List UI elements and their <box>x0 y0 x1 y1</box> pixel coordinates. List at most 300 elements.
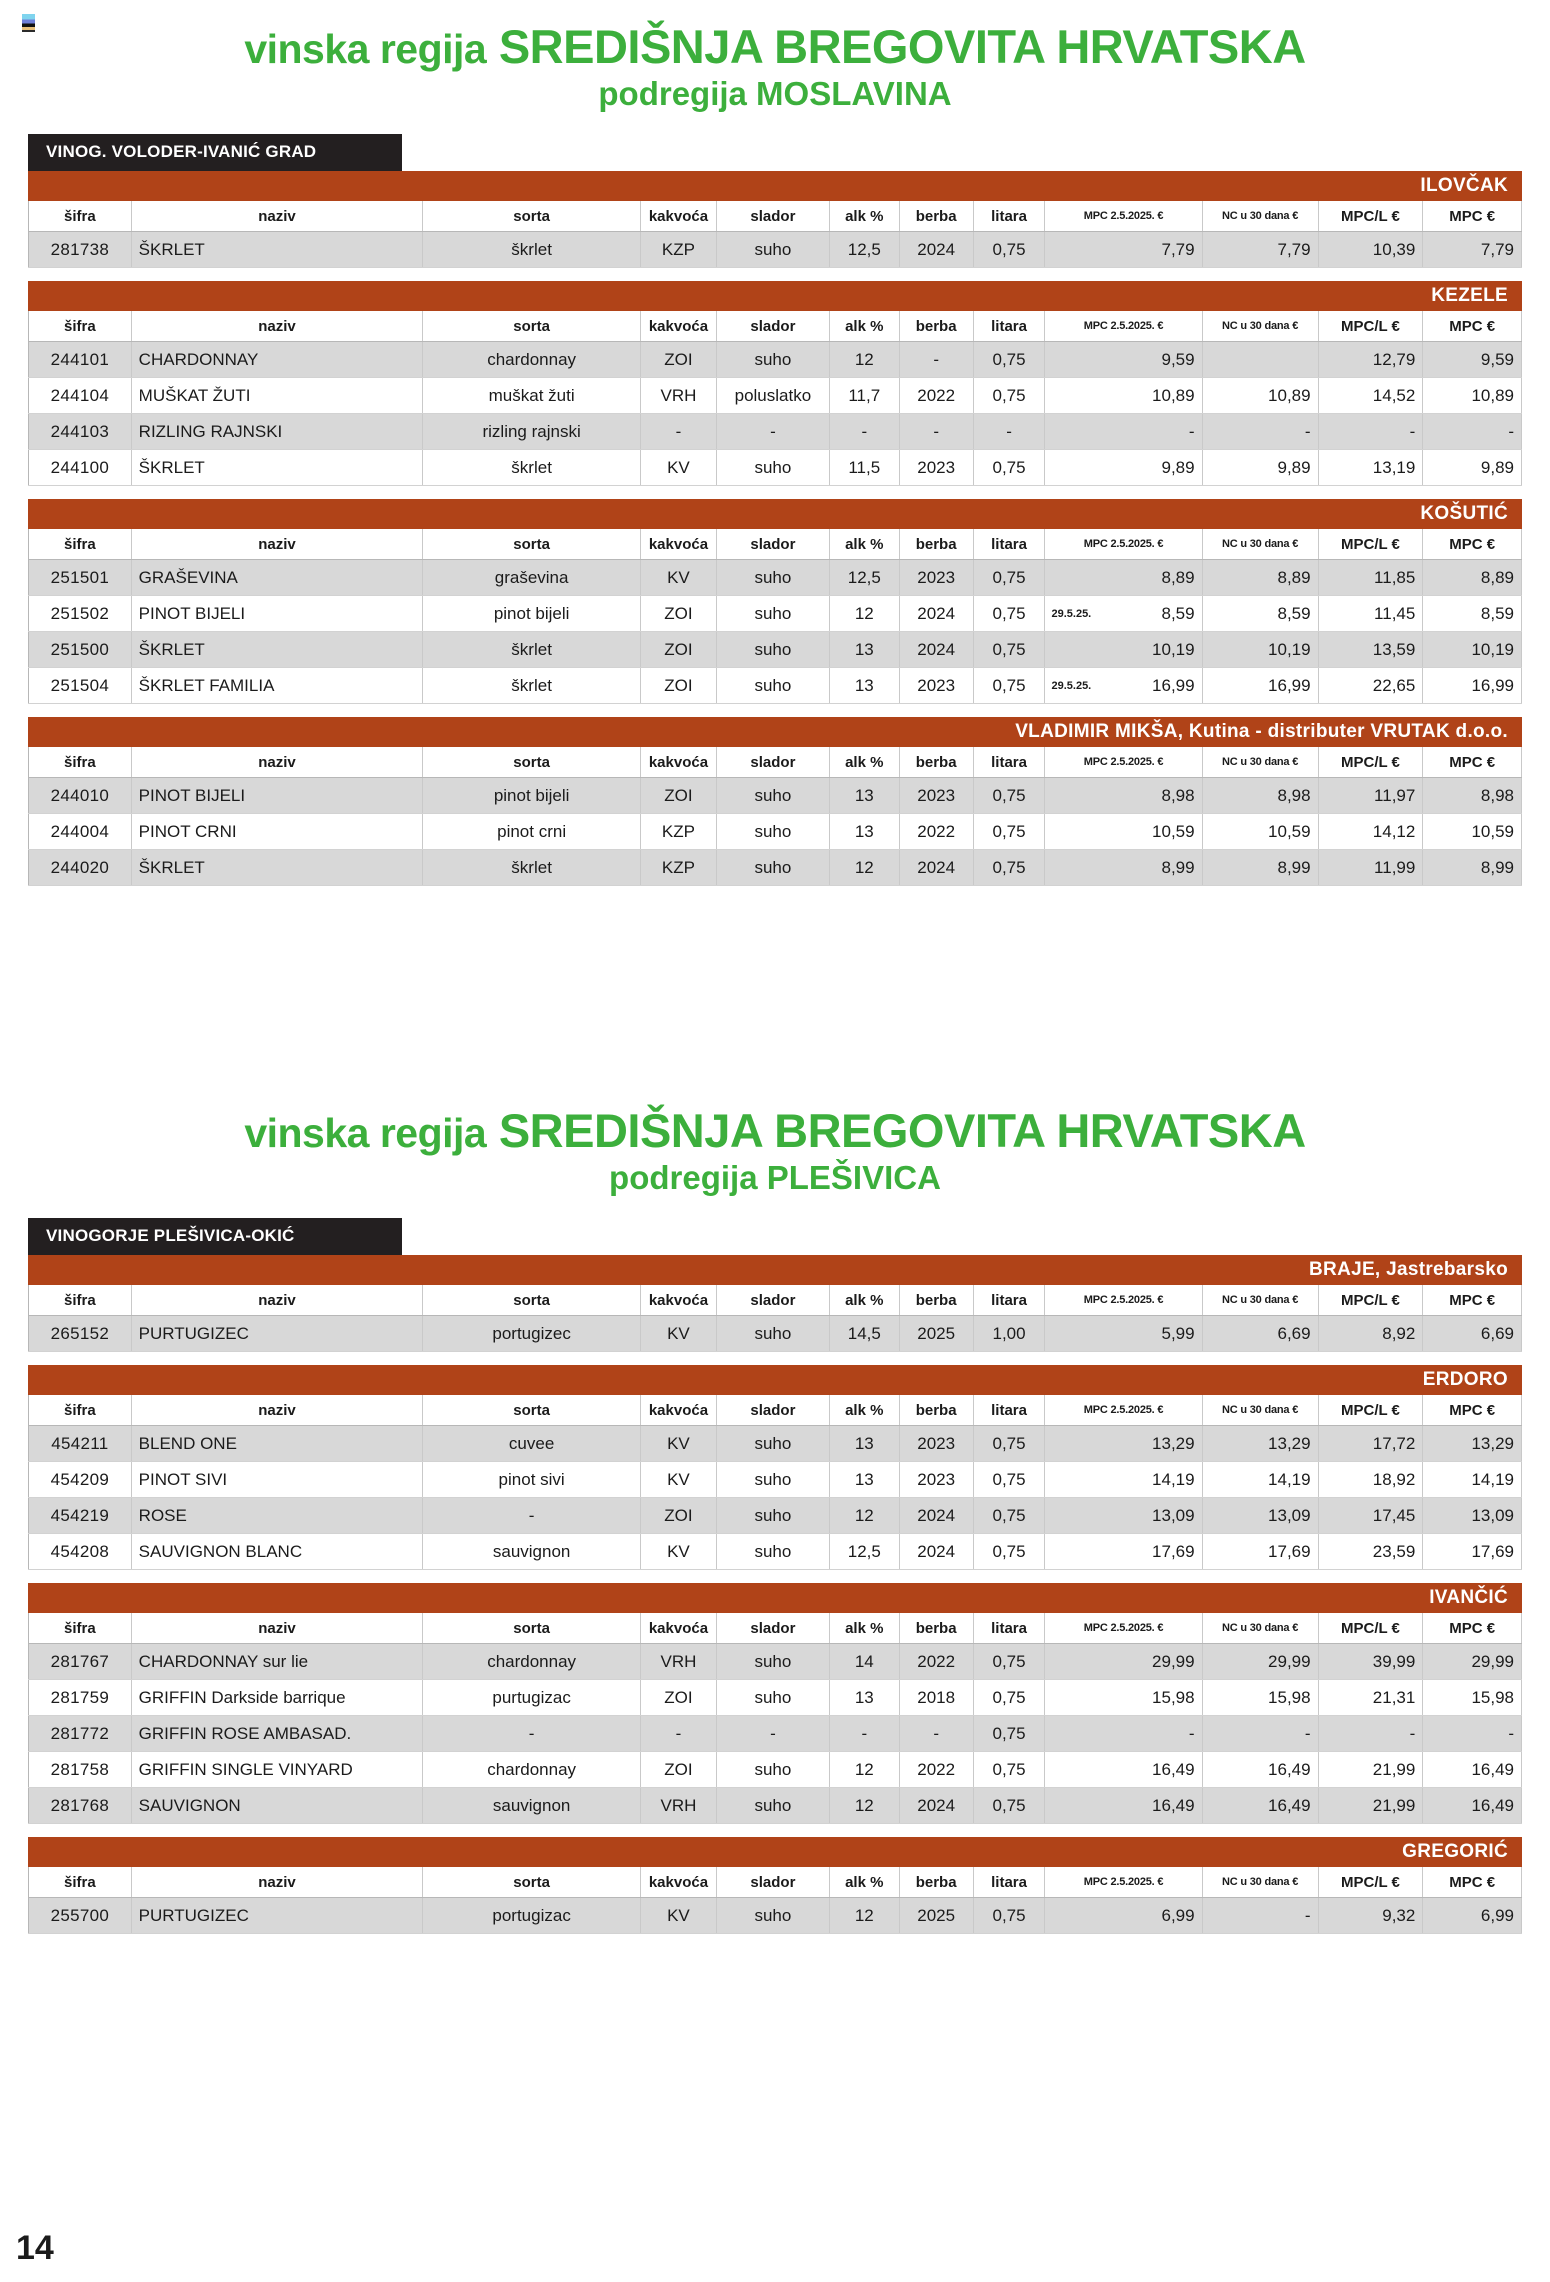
cell-slador: suho <box>716 814 829 850</box>
column-header-sorta: sorta <box>423 529 641 560</box>
wine-table <box>28 1285 1522 1352</box>
subregion-label: podregija PLEŠIVICA <box>609 1158 941 1196</box>
cell-naziv: ŠKRLET <box>131 232 423 268</box>
column-header-sifra: šifra <box>29 1285 132 1316</box>
cell-berba: 2023 <box>899 778 973 814</box>
cell-sorta: sauvignon <box>423 1788 641 1824</box>
cell-kakvoca: KZP <box>640 850 716 886</box>
cell-mpc-l: 13,59 <box>1318 632 1423 668</box>
cell-naziv: CHARDONNAY <box>131 342 423 378</box>
producer-header-bar <box>28 281 1522 311</box>
cell-sifra: 454219 <box>29 1498 132 1534</box>
cell-mpc-date <box>1045 850 1202 886</box>
cell-naziv: CHARDONNAY sur lie <box>131 1644 423 1680</box>
price-value: 16,99 <box>1152 675 1195 695</box>
cell-slador: suho <box>716 1788 829 1824</box>
cell-sorta: pinot sivi <box>423 1462 641 1498</box>
producer-header-bar <box>28 1837 1522 1867</box>
price-value: 16,49 <box>1152 1759 1195 1779</box>
cell-kakvoca: - <box>640 1716 716 1752</box>
column-header-litara: litara <box>973 311 1045 342</box>
column-header-slador: slador <box>716 529 829 560</box>
column-header-mpc-date: MPC 2.5.2025. € <box>1045 201 1202 232</box>
price-value: - <box>1188 1723 1195 1743</box>
column-header-mpc: MPC € <box>1423 1285 1522 1316</box>
cell-litara: 0,75 <box>973 232 1045 268</box>
producer-name: ERDORO <box>1422 1369 1508 1391</box>
column-header-slador: slador <box>716 201 829 232</box>
column-header-alk: alk % <box>829 201 899 232</box>
cell-kakvoca: ZOI <box>640 632 716 668</box>
cell-nc30: 17,69 <box>1202 1534 1318 1570</box>
column-header-sifra: šifra <box>29 1395 132 1426</box>
cell-nc30: - <box>1202 414 1318 450</box>
producer-block <box>28 1365 1522 1570</box>
vinogorje-tag: VINOGORJE PLEŠIVICA-OKIĆ <box>28 1218 402 1255</box>
cell-slador: suho <box>716 1498 829 1534</box>
cell-sifra: 244020 <box>29 850 132 886</box>
column-header-berba: berba <box>899 1613 973 1644</box>
column-header-nc30: NC u 30 dana € <box>1202 1285 1318 1316</box>
cell-berba: 2022 <box>899 814 973 850</box>
cell-mpc: 13,09 <box>1423 1498 1522 1534</box>
cell-naziv: GRAŠEVINA <box>131 560 423 596</box>
cell-berba: 2024 <box>899 1498 973 1534</box>
cell-litara: 0,75 <box>973 1680 1045 1716</box>
price-value: 5,99 <box>1161 1323 1195 1343</box>
column-header-kakvoca: kakvoća <box>640 1395 716 1426</box>
cell-kakvoca: VRH <box>640 378 716 414</box>
table-row[interactable] <box>29 596 1522 632</box>
column-header-mpc-l: MPC/L € <box>1318 201 1423 232</box>
table-row[interactable] <box>29 232 1522 268</box>
price-value: 8,89 <box>1161 567 1195 587</box>
producer-name: IVANČIĆ <box>1429 1587 1508 1609</box>
cell-mpc-date <box>1045 1498 1202 1534</box>
cell-kakvoca: KZP <box>640 814 716 850</box>
price-value: 9,89 <box>1161 457 1195 477</box>
region-header-moslavina <box>0 0 1550 112</box>
cell-sifra: 251504 <box>29 668 132 704</box>
table-row[interactable] <box>29 778 1522 814</box>
cell-kakvoca: KV <box>640 1534 716 1570</box>
column-header-berba: berba <box>899 1395 973 1426</box>
column-header-litara: litara <box>973 201 1045 232</box>
column-header-mpc-l: MPC/L € <box>1318 1867 1423 1898</box>
cell-mpc-date <box>1045 596 1202 632</box>
cell-alk: 13 <box>829 814 899 850</box>
cell-kakvoca: KV <box>640 1462 716 1498</box>
cell-sifra: 281759 <box>29 1680 132 1716</box>
cell-sorta: škrlet <box>423 850 641 886</box>
cell-slador: - <box>716 414 829 450</box>
column-header-litara: litara <box>973 1613 1045 1644</box>
column-header-slador: slador <box>716 311 829 342</box>
price-value: 15,98 <box>1152 1687 1195 1707</box>
producer-block <box>28 281 1522 486</box>
cell-sorta: purtugizac <box>423 1680 641 1716</box>
producer-header-bar <box>28 1583 1522 1613</box>
cell-mpc-l: 18,92 <box>1318 1462 1423 1498</box>
cell-sorta: graševina <box>423 560 641 596</box>
column-header-mpc-date: MPC 2.5.2025. € <box>1045 529 1202 560</box>
page-number: 14 <box>16 2229 54 2267</box>
cell-mpc: 9,59 <box>1423 342 1522 378</box>
cell-litara: 0,75 <box>973 450 1045 486</box>
column-header-litara: litara <box>973 529 1045 560</box>
cell-naziv: ŠKRLET <box>131 450 423 486</box>
cell-slador: suho <box>716 596 829 632</box>
cell-slador: poluslatko <box>716 378 829 414</box>
region-name-label: SREDIŠNJA BREGOVITA HRVATSKA <box>498 1104 1306 1157</box>
cell-alk: 12 <box>829 342 899 378</box>
table-row[interactable] <box>29 1644 1522 1680</box>
cell-alk: 12,5 <box>829 560 899 596</box>
cell-alk: 12 <box>829 596 899 632</box>
column-header-sifra: šifra <box>29 201 132 232</box>
wine-table <box>28 1613 1522 1824</box>
column-header-nc30: NC u 30 dana € <box>1202 201 1318 232</box>
cell-kakvoca: KZP <box>640 232 716 268</box>
cell-naziv: ROSE <box>131 1498 423 1534</box>
cell-kakvoca: ZOI <box>640 1498 716 1534</box>
cell-naziv: PURTUGIZEC <box>131 1898 423 1934</box>
cell-sifra: 244103 <box>29 414 132 450</box>
price-value: 10,19 <box>1152 639 1195 659</box>
cell-sifra: 281772 <box>29 1716 132 1752</box>
cell-kakvoca: VRH <box>640 1644 716 1680</box>
cell-kakvoca: VRH <box>640 1788 716 1824</box>
table-header-row <box>29 747 1522 778</box>
cell-naziv: MUŠKAT ŽUTI <box>131 378 423 414</box>
cell-mpc-date <box>1045 1752 1202 1788</box>
cell-litara: 0,75 <box>973 1752 1045 1788</box>
cell-mpc-l: 14,12 <box>1318 814 1423 850</box>
price-value: 9,59 <box>1161 349 1195 369</box>
cell-litara: 0,75 <box>973 342 1045 378</box>
cell-berba: 2024 <box>899 850 973 886</box>
table-row[interactable] <box>29 450 1522 486</box>
column-header-sorta: sorta <box>423 1285 641 1316</box>
table-row[interactable] <box>29 1316 1522 1352</box>
column-header-mpc-date: MPC 2.5.2025. € <box>1045 1613 1202 1644</box>
cell-naziv: PINOT CRNI <box>131 814 423 850</box>
cell-mpc-date <box>1045 1462 1202 1498</box>
cell-mpc-date <box>1045 414 1202 450</box>
cell-mpc-date <box>1045 1644 1202 1680</box>
cell-sorta: škrlet <box>423 668 641 704</box>
cell-litara: 0,75 <box>973 596 1045 632</box>
producer-header-bar <box>28 717 1522 747</box>
table-row[interactable] <box>29 1752 1522 1788</box>
cell-mpc: 8,59 <box>1423 596 1522 632</box>
cell-naziv: PINOT SIVI <box>131 1462 423 1498</box>
table-row[interactable] <box>29 1680 1522 1716</box>
cell-mpc-date <box>1045 632 1202 668</box>
table-row[interactable] <box>29 632 1522 668</box>
cell-nc30: 10,59 <box>1202 814 1318 850</box>
cell-naziv: ŠKRLET <box>131 850 423 886</box>
cell-nc30: 10,19 <box>1202 632 1318 668</box>
column-header-sifra: šifra <box>29 529 132 560</box>
cell-mpc: 10,59 <box>1423 814 1522 850</box>
producer-header-bar <box>28 1255 1522 1285</box>
cell-kakvoca: ZOI <box>640 1752 716 1788</box>
column-header-mpc-l: MPC/L € <box>1318 311 1423 342</box>
cell-litara: 0,75 <box>973 1716 1045 1752</box>
cell-naziv: ŠKRLET <box>131 632 423 668</box>
column-header-berba: berba <box>899 1867 973 1898</box>
cell-litara: 0,75 <box>973 778 1045 814</box>
column-header-sorta: sorta <box>423 311 641 342</box>
column-header-alk: alk % <box>829 1613 899 1644</box>
cell-berba: 2023 <box>899 1426 973 1462</box>
cell-slador: suho <box>716 850 829 886</box>
cell-alk: 11,7 <box>829 378 899 414</box>
column-header-litara: litara <box>973 747 1045 778</box>
cell-sorta: pinot crni <box>423 814 641 850</box>
cell-slador: suho <box>716 668 829 704</box>
column-header-mpc-l: MPC/L € <box>1318 1395 1423 1426</box>
column-header-mpc-l: MPC/L € <box>1318 747 1423 778</box>
column-header-alk: alk % <box>829 1867 899 1898</box>
column-header-nc30: NC u 30 dana € <box>1202 1613 1318 1644</box>
column-header-slador: slador <box>716 747 829 778</box>
cell-alk: 14 <box>829 1644 899 1680</box>
producer-block <box>28 1255 1522 1352</box>
cell-mpc: 16,49 <box>1423 1788 1522 1824</box>
column-header-berba: berba <box>899 1285 973 1316</box>
cell-mpc-l: 21,99 <box>1318 1788 1423 1824</box>
region-title <box>0 22 1550 72</box>
cell-mpc-date <box>1045 1316 1202 1352</box>
cell-sifra: 281768 <box>29 1788 132 1824</box>
cell-mpc-date <box>1045 668 1202 704</box>
table-header-row <box>29 201 1522 232</box>
cell-alk: 12,5 <box>829 1534 899 1570</box>
table-row[interactable] <box>29 342 1522 378</box>
cell-nc30: 13,09 <box>1202 1498 1318 1534</box>
table-row[interactable] <box>29 378 1522 414</box>
cell-berba: 2023 <box>899 1462 973 1498</box>
column-header-alk: alk % <box>829 311 899 342</box>
wine-table <box>28 529 1522 704</box>
cell-nc30 <box>1202 342 1318 378</box>
column-header-sorta: sorta <box>423 1867 641 1898</box>
column-header-nc30: NC u 30 dana € <box>1202 529 1318 560</box>
cell-mpc-l: 9,32 <box>1318 1898 1423 1934</box>
cell-mpc: 6,99 <box>1423 1898 1522 1934</box>
cell-slador: suho <box>716 1898 829 1934</box>
cell-litara: 0,75 <box>973 560 1045 596</box>
cell-slador: suho <box>716 778 829 814</box>
cell-slador: suho <box>716 632 829 668</box>
cell-mpc-l: - <box>1318 1716 1423 1752</box>
cell-berba: 2025 <box>899 1898 973 1934</box>
producer-name: BRAJE, Jastrebarsko <box>1309 1259 1508 1281</box>
cell-slador: suho <box>716 1426 829 1462</box>
cell-naziv: GRIFFIN SINGLE VINYARD <box>131 1752 423 1788</box>
table-row[interactable] <box>29 1462 1522 1498</box>
cell-sifra: 454211 <box>29 1426 132 1462</box>
cell-naziv: ŠKRLET FAMILIA <box>131 668 423 704</box>
table-row[interactable] <box>29 1426 1522 1462</box>
cell-mpc: 15,98 <box>1423 1680 1522 1716</box>
cell-alk: 12 <box>829 1898 899 1934</box>
column-header-kakvoca: kakvoća <box>640 311 716 342</box>
cell-mpc-date <box>1045 450 1202 486</box>
cell-sorta: pinot bijeli <box>423 778 641 814</box>
cell-nc30: 16,99 <box>1202 668 1318 704</box>
cell-berba: 2023 <box>899 668 973 704</box>
column-header-kakvoca: kakvoća <box>640 747 716 778</box>
cell-mpc: 7,79 <box>1423 232 1522 268</box>
producer-block <box>28 171 1522 268</box>
column-header-naziv: naziv <box>131 1867 423 1898</box>
cell-sorta: rizling rajnski <box>423 414 641 450</box>
cell-mpc-l: 10,39 <box>1318 232 1423 268</box>
cell-alk: 13 <box>829 778 899 814</box>
cell-sifra: 454208 <box>29 1534 132 1570</box>
region-lead-label: vinska regija <box>244 26 487 72</box>
column-header-litara: litara <box>973 1395 1045 1426</box>
column-header-nc30: NC u 30 dana € <box>1202 1395 1318 1426</box>
column-header-kakvoca: kakvoća <box>640 1867 716 1898</box>
cell-mpc: 8,99 <box>1423 850 1522 886</box>
table-row[interactable] <box>29 414 1522 450</box>
cell-berba: 2024 <box>899 1534 973 1570</box>
producer-name: ILOVČAK <box>1420 175 1508 197</box>
column-header-slador: slador <box>716 1395 829 1426</box>
cell-mpc: 8,89 <box>1423 560 1522 596</box>
cell-sorta: cuvee <box>423 1426 641 1462</box>
table-header-row <box>29 1867 1522 1898</box>
column-header-sorta: sorta <box>423 1613 641 1644</box>
producer-name: VLADIMIR MIKŠA, Kutina - distributer VRUTAK d.o.o. <box>1015 721 1508 743</box>
vinogorje-tag-wrap <box>28 1218 1550 1255</box>
cell-nc30: 8,99 <box>1202 850 1318 886</box>
cell-mpc-date <box>1045 1680 1202 1716</box>
column-header-slador: slador <box>716 1867 829 1898</box>
column-header-alk: alk % <box>829 747 899 778</box>
cell-sorta: portugizec <box>423 1316 641 1352</box>
cell-sorta: - <box>423 1716 641 1752</box>
table-row[interactable] <box>29 850 1522 886</box>
cell-mpc-date <box>1045 1788 1202 1824</box>
cell-sifra: 244100 <box>29 450 132 486</box>
cell-berba: 2022 <box>899 1752 973 1788</box>
column-header-berba: berba <box>899 201 973 232</box>
cell-sifra: 244104 <box>29 378 132 414</box>
column-header-mpc: MPC € <box>1423 747 1522 778</box>
cell-nc30: 15,98 <box>1202 1680 1318 1716</box>
cell-naziv: PURTUGIZEC <box>131 1316 423 1352</box>
cell-alk: 14,5 <box>829 1316 899 1352</box>
table-row[interactable] <box>29 1898 1522 1934</box>
cell-mpc-date <box>1045 778 1202 814</box>
cell-mpc: 8,98 <box>1423 778 1522 814</box>
table-row[interactable] <box>29 1534 1522 1570</box>
cell-slador: suho <box>716 450 829 486</box>
cell-berba: - <box>899 1716 973 1752</box>
price-value: 14,19 <box>1152 1469 1195 1489</box>
cell-nc30: - <box>1202 1898 1318 1934</box>
cell-alk: 13 <box>829 668 899 704</box>
table-row[interactable] <box>29 560 1522 596</box>
cell-sorta: škrlet <box>423 450 641 486</box>
wine-table <box>28 201 1522 268</box>
cell-mpc-l: 22,65 <box>1318 668 1423 704</box>
cell-mpc: 17,69 <box>1423 1534 1522 1570</box>
cell-mpc: 6,69 <box>1423 1316 1522 1352</box>
price-value: 13,29 <box>1152 1433 1195 1453</box>
table-row[interactable] <box>29 814 1522 850</box>
cell-berba: - <box>899 414 973 450</box>
cell-litara: - <box>973 414 1045 450</box>
producer-name: KOŠUTIĆ <box>1420 503 1508 525</box>
table-row[interactable] <box>29 668 1522 704</box>
cell-mpc-date <box>1045 1534 1202 1570</box>
cell-sorta: chardonnay <box>423 1644 641 1680</box>
table-row[interactable] <box>29 1788 1522 1824</box>
cell-sorta: škrlet <box>423 232 641 268</box>
cell-nc30: 16,49 <box>1202 1788 1318 1824</box>
column-header-mpc-date: MPC 2.5.2025. € <box>1045 747 1202 778</box>
cell-mpc-l: 8,92 <box>1318 1316 1423 1352</box>
producer-list <box>0 171 1550 886</box>
producer-block <box>28 1837 1522 1934</box>
cell-slador: suho <box>716 1752 829 1788</box>
price-date-tag: 29.5.25. <box>1051 679 1092 692</box>
cell-sifra: 281758 <box>29 1752 132 1788</box>
cell-mpc-l: 11,85 <box>1318 560 1423 596</box>
cell-alk: 12 <box>829 1752 899 1788</box>
price-value: 17,69 <box>1152 1541 1195 1561</box>
cell-naziv: SAUVIGNON <box>131 1788 423 1824</box>
table-row[interactable] <box>29 1716 1522 1752</box>
cell-sifra: 265152 <box>29 1316 132 1352</box>
cell-litara: 1,00 <box>973 1316 1045 1352</box>
cell-mpc-l: - <box>1318 414 1423 450</box>
cell-naziv: PINOT BIJELI <box>131 596 423 632</box>
price-date-tag: 29.5.25. <box>1051 607 1092 620</box>
table-row[interactable] <box>29 1498 1522 1534</box>
price-value: 8,98 <box>1161 785 1195 805</box>
producer-header-bar <box>28 171 1522 201</box>
cell-mpc-date <box>1045 814 1202 850</box>
cell-berba: 2024 <box>899 232 973 268</box>
cell-nc30: 10,89 <box>1202 378 1318 414</box>
cell-kakvoca: KV <box>640 1316 716 1352</box>
cell-sorta: chardonnay <box>423 342 641 378</box>
cell-naziv: BLEND ONE <box>131 1426 423 1462</box>
column-header-litara: litara <box>973 1867 1045 1898</box>
column-header-naziv: naziv <box>131 747 423 778</box>
cell-mpc: 13,29 <box>1423 1426 1522 1462</box>
column-header-sifra: šifra <box>29 747 132 778</box>
region-name-label: SREDIŠNJA BREGOVITA HRVATSKA <box>498 20 1306 73</box>
cell-litara: 0,75 <box>973 1644 1045 1680</box>
price-value: 6,99 <box>1161 1905 1195 1925</box>
cell-sorta: sauvignon <box>423 1534 641 1570</box>
column-header-sorta: sorta <box>423 201 641 232</box>
producer-name: GREGORIĆ <box>1402 1841 1508 1863</box>
column-header-nc30: NC u 30 dana € <box>1202 1867 1318 1898</box>
column-header-mpc: MPC € <box>1423 1867 1522 1898</box>
column-header-mpc: MPC € <box>1423 1395 1522 1426</box>
cell-naziv: PINOT BIJELI <box>131 778 423 814</box>
cell-berba: 2022 <box>899 1644 973 1680</box>
